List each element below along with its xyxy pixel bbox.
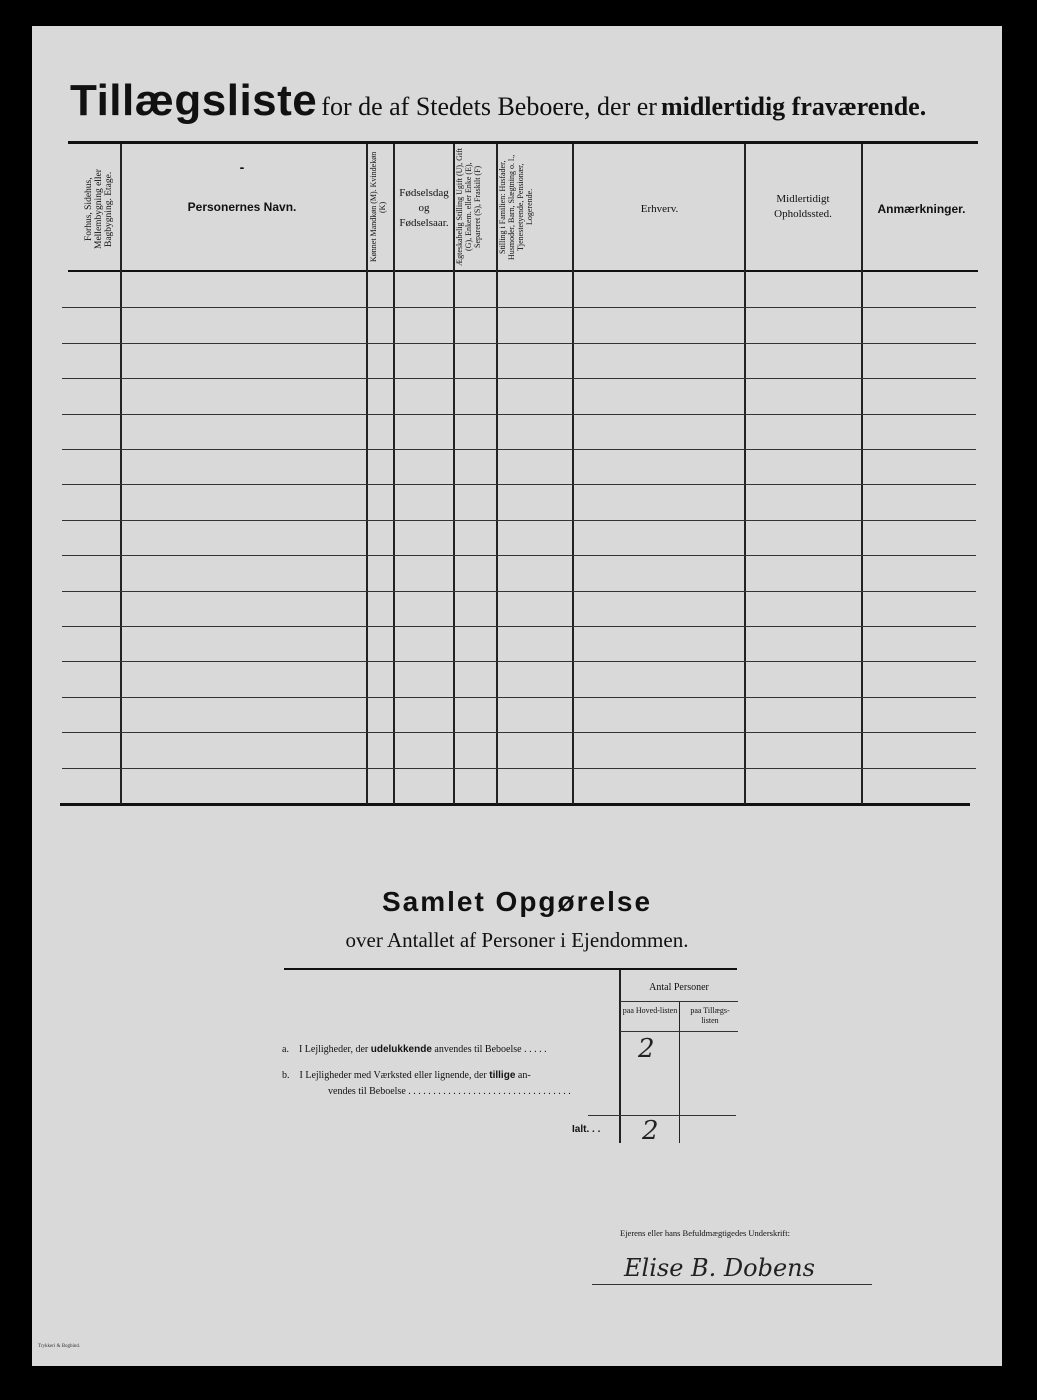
table-row-rule bbox=[62, 307, 976, 308]
summary-total-rule bbox=[588, 1115, 736, 1116]
summary-row-b bbox=[282, 1070, 531, 1081]
header-birth-line1: Fødselsdag bbox=[399, 187, 449, 199]
col-divider-6 bbox=[572, 144, 574, 804]
table-row-rule bbox=[62, 661, 976, 662]
summary-divider-1 bbox=[619, 970, 621, 1143]
summary-divider-2 bbox=[679, 1001, 680, 1143]
table-row-rule bbox=[62, 449, 976, 450]
table-row-rule bbox=[62, 414, 976, 415]
header-sex: Kønnet Mandkøn (M). Kvindekøn (K) bbox=[369, 151, 387, 263]
signature-value: Elise B. Dobens bbox=[624, 1254, 815, 1282]
signature-line bbox=[592, 1284, 872, 1285]
ialt-label-text: Ialt bbox=[572, 1124, 587, 1135]
table-row-rule bbox=[62, 768, 976, 769]
col-divider-7 bbox=[744, 144, 746, 804]
printer-mark: Trykkeri & Bogbind. bbox=[38, 1344, 81, 1349]
header-family: Stilling i Familien: Husfader, Husmoder, Barn, Slægtning o. l., Tjenestetyende, Pensionær, Logerende. bbox=[498, 154, 534, 260]
header-residence bbox=[746, 192, 860, 222]
ialt-hoved-value: 2 bbox=[642, 1116, 659, 1146]
title-part1: for de af Stedets Beboere, der er bbox=[321, 92, 657, 121]
table-row-rule bbox=[62, 520, 976, 521]
table-row-rule bbox=[62, 343, 976, 344]
summary-heading: Samlet Opgørelse bbox=[381, 886, 653, 917]
signature-label: Ejerens eller hans Befuldmægtigedes Underskrift: bbox=[620, 1228, 790, 1238]
header-birth bbox=[395, 186, 453, 231]
header-remarks: Anmærkninger. bbox=[877, 202, 966, 216]
table-top-rule bbox=[68, 141, 978, 144]
row-b-label: b. bbox=[282, 1070, 290, 1081]
summary-top-rule bbox=[284, 968, 737, 970]
table-row-rule bbox=[62, 626, 976, 627]
table-row-rule bbox=[62, 697, 976, 698]
header-birth-line3: Fødselsaar. bbox=[399, 217, 449, 229]
table-row-rule bbox=[62, 555, 976, 556]
row-b-text2: an- bbox=[517, 1070, 531, 1081]
summary-row-a: a. I Lejligheder, der udelukkende anvendes til Beboelse . . . . . bbox=[282, 1044, 547, 1055]
summary-header-rule bbox=[620, 1001, 738, 1002]
row-a-text2: anvendes til Beboelse bbox=[434, 1044, 522, 1055]
header-building: Forhus, Sidehus, Mellembygning eller Bagbygning. Etage. bbox=[84, 169, 114, 249]
header-residence-line2: Opholdssted. bbox=[774, 208, 832, 220]
table-row-rule bbox=[62, 484, 976, 485]
antal-header: Antal Personer bbox=[649, 982, 709, 993]
row-b-bold: tillige bbox=[489, 1070, 516, 1081]
header-occupation: Erhverv. bbox=[640, 203, 679, 215]
header-name-dash: - bbox=[239, 159, 245, 175]
col-divider-1 bbox=[120, 144, 122, 804]
header-marital: Ægteskabelig Stilling Ugift (U), Gift (G), Enkem. eller Enke (E), Separeret (S), Fraskilt (F) bbox=[455, 148, 482, 266]
table-row-rule bbox=[62, 732, 976, 733]
form-sheet bbox=[32, 26, 1002, 1366]
header-name: Personernes Navn. bbox=[187, 200, 297, 214]
col-tillaeg-header: paa Tillægs-listen bbox=[690, 1006, 730, 1025]
row-a-text1: I Lejligheder, der bbox=[298, 1044, 369, 1055]
ialt-label: Ialt. . . bbox=[572, 1124, 601, 1135]
header-birth-line2: og bbox=[418, 202, 430, 214]
table-row-rule bbox=[62, 378, 976, 379]
page-title bbox=[70, 76, 926, 126]
title-part2: midlertidig fraværende. bbox=[660, 92, 927, 121]
col-divider-2 bbox=[366, 144, 368, 804]
row-a-label: a. bbox=[282, 1044, 289, 1055]
header-bottom-rule bbox=[68, 270, 978, 272]
col-hoved-header: paa Hoved-listen bbox=[622, 1006, 678, 1015]
col-divider-8 bbox=[861, 144, 863, 804]
table-row-rule bbox=[62, 591, 976, 592]
table-bottom-rule bbox=[60, 803, 970, 806]
summary-subheading: over Antallet af Personer i Ejendommen. bbox=[345, 928, 689, 952]
col-divider-3 bbox=[393, 144, 395, 804]
title-main: Tillægsliste bbox=[70, 76, 318, 125]
header-residence-line1: Midlertidigt bbox=[776, 193, 830, 205]
summary-row-b-cont: vendes til Beboelse . . . . . . . . . . . . . . . . . . . . . . . . . . . . . . . . . bbox=[328, 1086, 571, 1097]
row-a-hoved-value: 2 bbox=[638, 1034, 655, 1064]
row-b-text3: vendes til Beboelse bbox=[328, 1086, 406, 1097]
summary-subheader-rule bbox=[620, 1031, 738, 1032]
row-b-text1: I Lejligheder med Værksted eller lignende, der bbox=[299, 1070, 487, 1081]
row-a-bold: udelukkende bbox=[370, 1044, 432, 1055]
